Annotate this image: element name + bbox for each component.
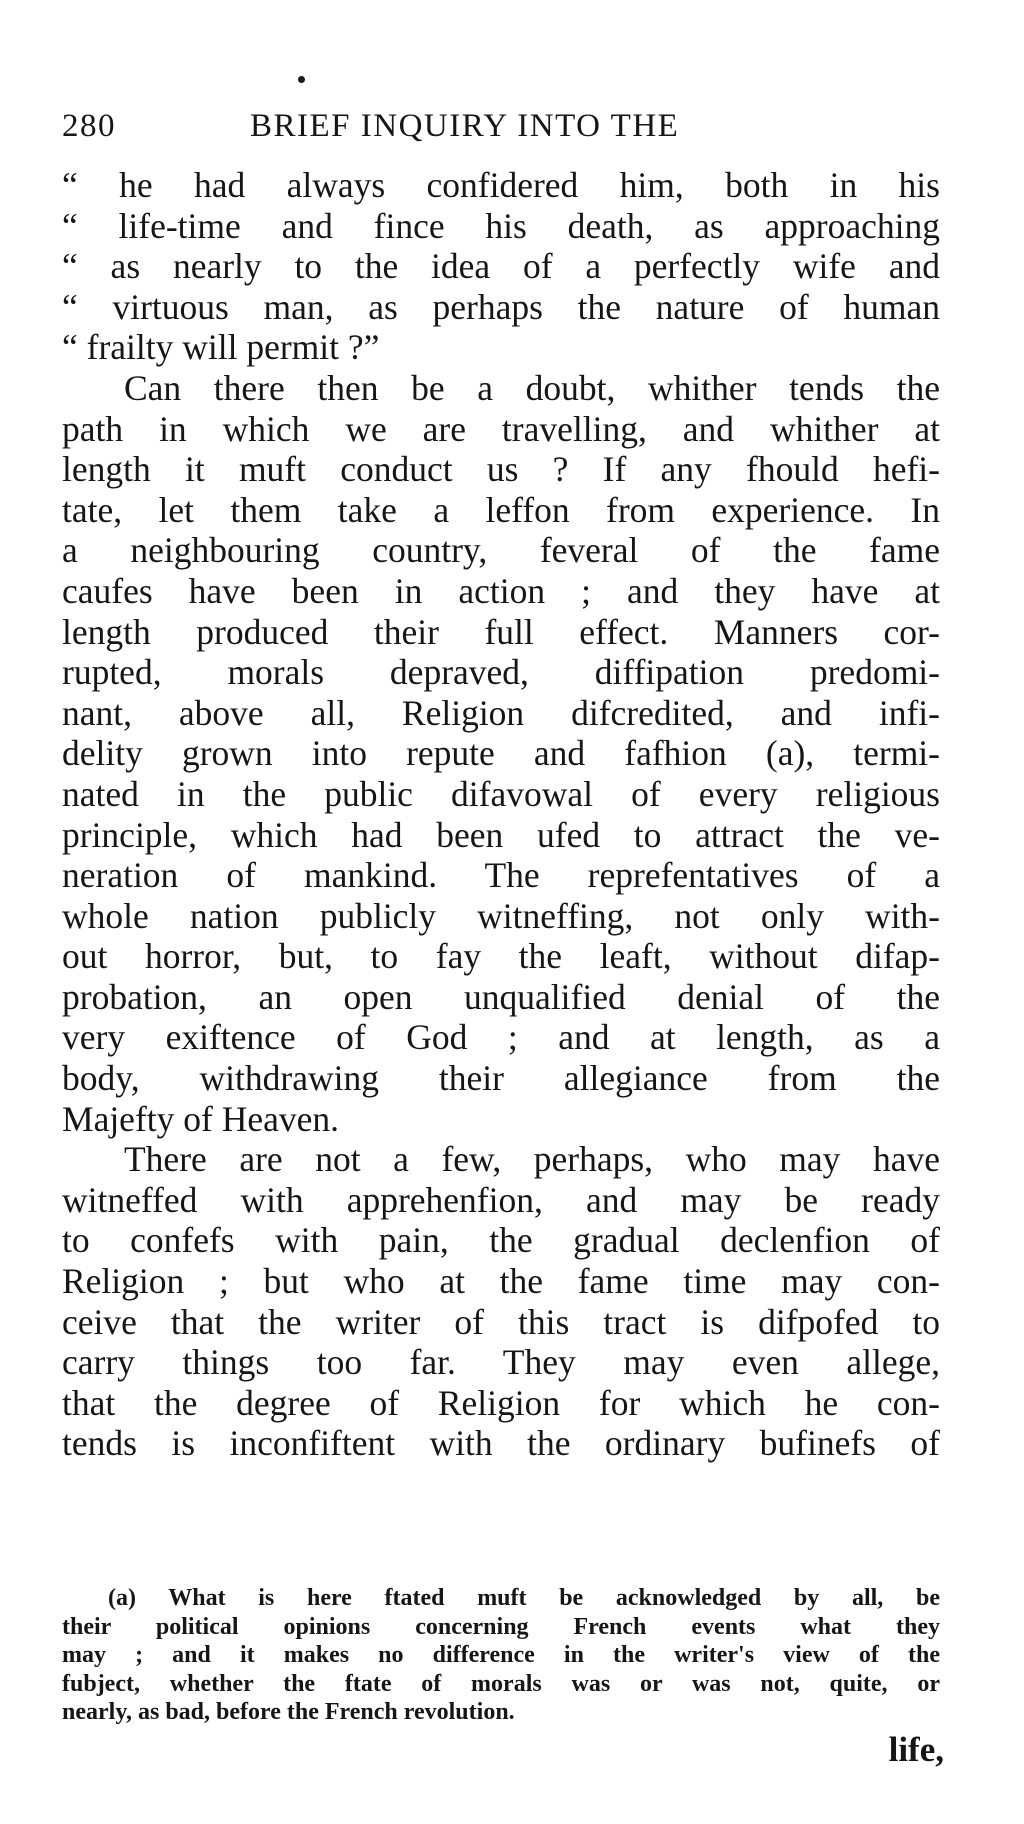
text-line: Can there then be a doubt, whither tends the [124, 367, 940, 408]
text-line: There are not a few, perhaps, who may have [124, 1139, 940, 1180]
text-line: tends is inconfiftent with the ordinary bufinefs of [62, 1423, 940, 1464]
footnote-line: fubject, whether the ftate of morals was or was not, quite, or [62, 1670, 940, 1697]
text-line: principle, which had been ufed to attract the ve- [62, 814, 940, 855]
text-line: Majefty of Heaven. [62, 1098, 339, 1139]
text-line: carry things too far. They may even allege, [62, 1342, 940, 1383]
ink-speck [298, 76, 305, 83]
footnote-line: their political opinions concerning French events what they [62, 1613, 940, 1640]
text-line: probation, an open unqualified denial of the [62, 976, 940, 1017]
text-line: nant, above all, Religion difcredited, and infi- [62, 692, 940, 733]
footnote-line: (a) What is here ftated muft be acknowledged by all, be [108, 1585, 940, 1611]
text-line: nated in the public difavowal of every religious [62, 773, 940, 814]
running-header [62, 108, 962, 145]
text-line: a neighbouring country, feveral of the fame [62, 530, 940, 571]
footnote [62, 1584, 940, 1727]
text-line: “ frailty will permit ?” [62, 327, 380, 368]
text-line: “ as nearly to the idea of a perfectly wife and [62, 246, 940, 287]
text-line: witneffed with apprehenfion, and may be ready [62, 1179, 940, 1220]
text-line: neration of mankind. The reprefentatives of a [62, 855, 940, 896]
text-line: to confefs with pain, the gradual declenfion of [62, 1220, 940, 1261]
text-line: caufes have been in action ; and they have at [62, 570, 940, 611]
text-line: Religion ; but who at the fame time may con- [62, 1261, 940, 1302]
text-line: body, withdrawing their allegiance from the [62, 1058, 940, 1099]
text-line: delity grown into repute and fafhion (a), termi- [62, 733, 940, 774]
text-line: very exiftence of God ; and at length, as a [62, 1017, 940, 1058]
text-line: whole nation publicly witneffing, not only with- [62, 895, 940, 936]
text-line: tate, let them take a leffon from experience. In [62, 489, 940, 530]
text-line: length it muft conduct us ? If any fhould hefi- [62, 449, 940, 490]
catchword: life, [888, 1730, 944, 1769]
footnote-line: may ; and it makes no difference in the writer's view of the [62, 1642, 940, 1668]
text-line: “ virtuous man, as perhaps the nature of human [62, 286, 940, 327]
text-line: that the degree of Religion for which he con- [62, 1382, 940, 1423]
text-line: out horror, but, to fay the leaft, without difap- [62, 936, 940, 977]
text-line: ceive that the writer of this tract is difpofed to [62, 1301, 940, 1342]
body-text [62, 165, 940, 1464]
page-number: 280 [62, 108, 116, 144]
text-line: “ life-time and fince his death, as approaching [62, 205, 940, 246]
text-line: rupted, morals depraved, diffipation predomi- [62, 652, 940, 693]
text-line: “ he had always confidered him, both in his [62, 165, 940, 205]
footnote-line: nearly, as bad, before the French revolution. [62, 1699, 515, 1725]
running-title: BRIEF INQUIRY INTO THE [250, 108, 680, 144]
text-line: path in which we are travelling, and whither at [62, 408, 940, 449]
text-line: length produced their full effect. Manners cor- [62, 611, 940, 652]
